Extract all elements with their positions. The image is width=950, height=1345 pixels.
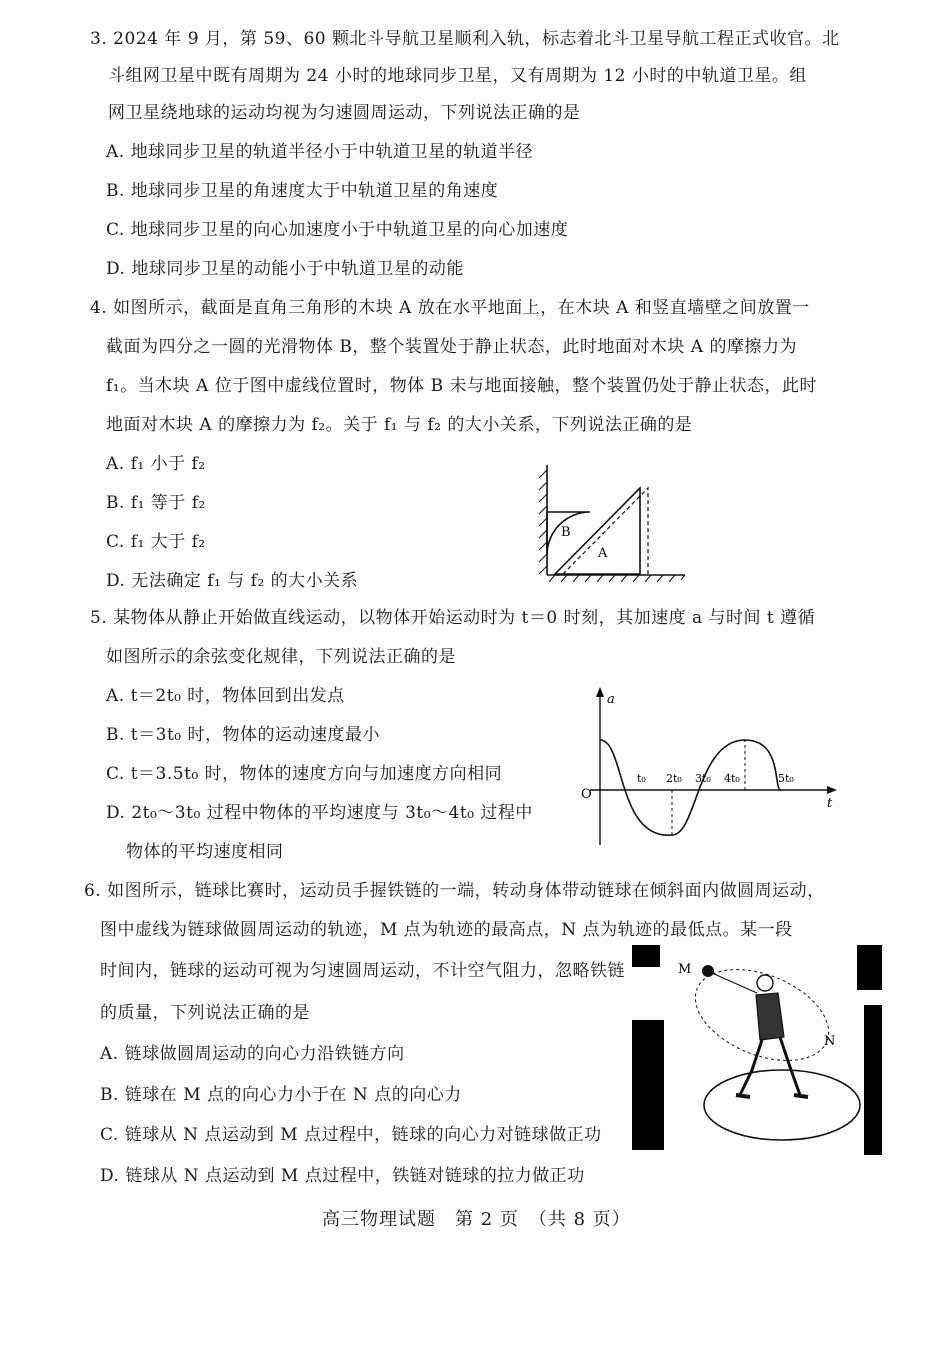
- x-axis-arrow: [827, 786, 837, 794]
- origin-label: O: [581, 787, 592, 802]
- q6-stem-line-1: 6. 如图所示，链球比赛时，运动员手握铁链的一端，转动身体带动链球在倾斜面内做圆周运动，: [84, 881, 825, 901]
- q3-option-c[interactable]: C. 地球同步卫星的向心加速度小于中轨道卫星的向心加速度: [106, 220, 569, 240]
- q6-stem-line-2: 图中虚线为链球做圆周运动的轨迹，M 点为轨迹的最高点，N 点为轨迹的最低点。某一段: [100, 920, 793, 940]
- scan-artifact: [632, 945, 660, 967]
- q6-option-b[interactable]: B. 链球在 M 点的向心力小于在 N 点的向心力: [100, 1085, 462, 1105]
- y-axis-arrow: [596, 687, 604, 697]
- q5-stem-line-2: 如图所示的余弦变化规律，下列说法正确的是: [106, 647, 456, 667]
- q6-option-c[interactable]: C. 链球从 N 点运动到 M 点过程中，链球的向心力对链球做正功: [100, 1125, 602, 1145]
- q5-stem-line-1: 5. 某物体从静止开始做直线运动，以物体开始运动时为 t＝0 时刻，其加速度 a 与时间 t 遵循: [90, 608, 816, 628]
- q3-option-b[interactable]: B. 地球同步卫星的角速度大于中轨道卫星的角速度: [106, 181, 499, 201]
- q4-option-d[interactable]: D. 无法确定 f₁ 与 f₂ 的大小关系: [106, 571, 359, 591]
- label-b: B: [561, 525, 571, 540]
- hammer-ball: [702, 965, 714, 977]
- q4-stem-line-2: 截面为四分之一圆的光滑物体 B，整个装置处于静止状态，此时地面对木块 A 的摩擦力为: [106, 337, 797, 357]
- q6-option-a[interactable]: A. 链球做圆周运动的向心力沿铁链方向: [100, 1044, 405, 1064]
- q4-stem-line-3: f₁。当木块 A 位于图中虚线位置时，物体 B 未与地面接触，整个装置仍处于静止状态，此时: [106, 376, 817, 396]
- q6-stem-line-4: 的质量，下列说法正确的是: [100, 1003, 310, 1023]
- q3-stem-line-2: 斗组网卫星中既有周期为 24 小时的地球同步卫星，又有周期为 12 小时的中轨道卫星。组: [108, 66, 807, 86]
- ground-hatch: [549, 575, 685, 582]
- athlete-torso: [756, 993, 784, 1040]
- cosine-curve: [600, 740, 781, 835]
- wall-hatch: [539, 470, 547, 574]
- q5-option-b[interactable]: B. t＝3t₀ 时，物体的运动速度最小: [106, 725, 380, 745]
- tick-5t0: 5t₀: [778, 772, 794, 785]
- page-footer: 高三物理试题 第 2 页 （共 8 页）: [322, 1209, 631, 1230]
- label-n: N: [824, 1034, 836, 1049]
- scan-artifact: [864, 1005, 882, 1155]
- q4-option-c[interactable]: C. f₁ 大于 f₂: [106, 532, 206, 552]
- q6-hammer-figure: [632, 945, 882, 1155]
- y-axis-label: a: [607, 692, 615, 707]
- q5-option-d[interactable]: D. 2t₀～3t₀ 过程中物体的平均速度与 3t₀～4t₀ 过程中: [106, 803, 533, 823]
- q5-option-c[interactable]: C. t＝3.5t₀ 时，物体的速度方向与加速度方向相同: [106, 764, 503, 784]
- q3-option-d[interactable]: D. 地球同步卫星的动能小于中轨道卫星的动能: [106, 259, 464, 279]
- q3-option-a[interactable]: A. 地球同步卫星的轨道半径小于中轨道卫星的轨道半径: [106, 142, 534, 162]
- wedge-a-dashed: [563, 488, 648, 574]
- q6-option-d[interactable]: D. 链球从 N 点运动到 M 点过程中，铁链对链球的拉力做正功: [100, 1166, 585, 1186]
- q4-stem-line-4: 地面对木块 A 的摩擦力为 f₂。关于 f₁ 与 f₂ 的大小关系，下列说法正确的是: [106, 415, 693, 435]
- athlete-head: [757, 975, 773, 991]
- q5-cosine-graph: [575, 685, 840, 850]
- q4-option-b[interactable]: B. f₁ 等于 f₂: [106, 493, 206, 513]
- x-axis-label: t: [827, 796, 833, 811]
- q5-option-d-cont: 物体的平均速度相同: [126, 842, 284, 862]
- q6-stem-line-3: 时间内，链球的运动可视为匀速圆周运动，不计空气阻力，忽略铁链: [100, 961, 625, 981]
- q5-option-a[interactable]: A. t＝2t₀ 时，物体回到出发点: [106, 686, 345, 706]
- q4-option-a[interactable]: A. f₁ 小于 f₂: [106, 454, 206, 474]
- q4-wedge-figure: [535, 460, 690, 585]
- tick-t0: t₀: [637, 772, 646, 785]
- scan-artifact: [857, 945, 882, 990]
- q3-stem-line-3: 网卫星绕地球的运动均视为匀速圆周运动，下列说法正确的是: [108, 103, 581, 123]
- label-m: M: [678, 962, 692, 977]
- q4-stem-line-1: 4. 如图所示，截面是直角三角形的木块 A 放在水平地面上，在木块 A 和竖直墙壁之间放置一: [90, 298, 810, 318]
- label-a: A: [598, 546, 608, 561]
- scan-artifact: [632, 1020, 664, 1150]
- throwing-circle: [704, 1070, 860, 1140]
- athlete-feet: [736, 1095, 808, 1097]
- athlete-legs: [740, 1037, 800, 1095]
- hammer-chain: [712, 973, 757, 993]
- tick-3t0: 3t₀: [695, 772, 711, 785]
- tick-2t0: 2t₀: [666, 772, 682, 785]
- q3-stem-line-1: 3. 2024 年 9 月，第 59、60 颗北斗导航卫星顺利入轨，标志着北斗卫星导航工程正式收官。北: [90, 29, 840, 49]
- tick-4t0: 4t₀: [724, 772, 740, 785]
